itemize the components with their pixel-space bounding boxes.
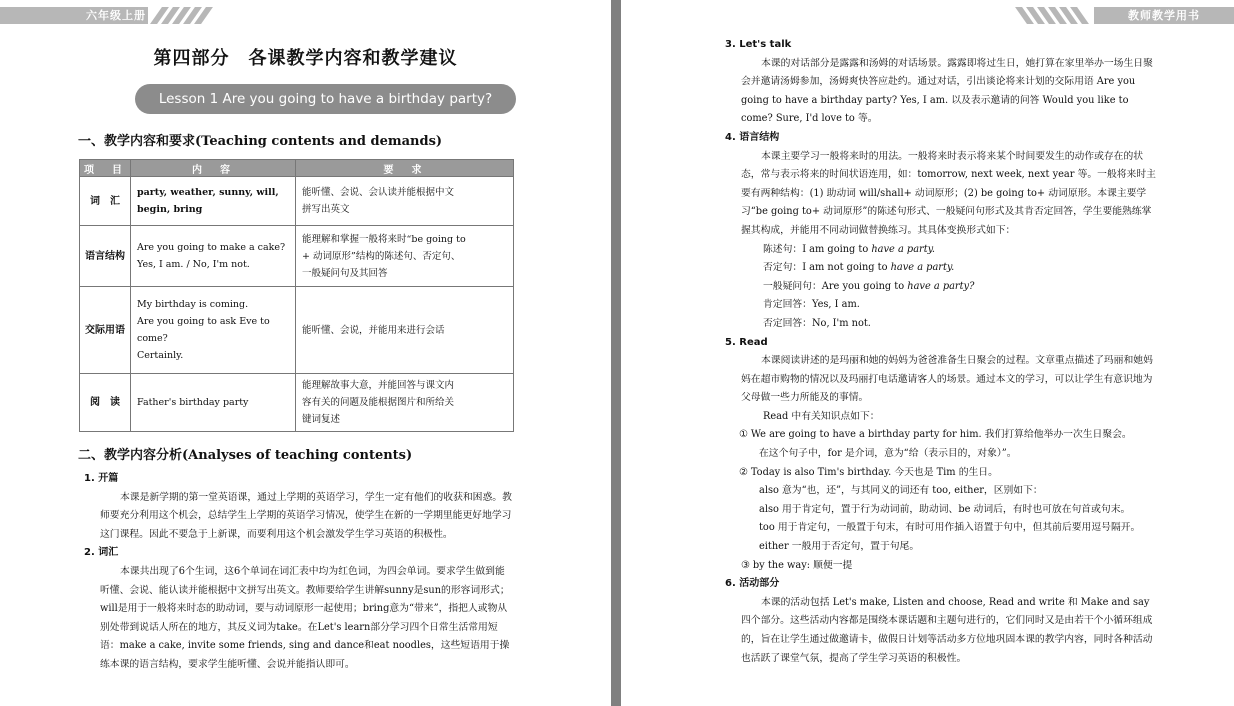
table-cell-demand: 能听懂、会说、会认读并能根据中文 拼写出英文 xyxy=(296,177,514,226)
form-emphasis: have a party? xyxy=(907,280,975,292)
knowledge-note: too 用于肯定句，一般置于句末，有时可用作插入语置于句中，但其前后要用逗号隔开。 xyxy=(759,522,1141,534)
table-cell-content: Are you going to make a cake? Yes, I am. / No, I'm not. xyxy=(131,226,296,287)
form-line xyxy=(725,315,1159,334)
table-cell-item: 词 汇 xyxy=(80,177,131,226)
paragraph: Read 中有关知识点如下： xyxy=(763,410,880,422)
right-content xyxy=(725,36,1159,668)
form-text: No, I'm not. xyxy=(811,317,871,329)
subheading: 1. 开篇 xyxy=(84,473,119,484)
table-row xyxy=(80,374,514,432)
subheading: 6. 活动部分 xyxy=(725,578,780,590)
header-stripes xyxy=(156,7,211,24)
header-stripes xyxy=(1021,7,1087,24)
form-line xyxy=(725,278,1159,297)
form-text: Are you going to xyxy=(821,280,908,292)
subheading: 5. Read xyxy=(725,336,768,348)
paragraph: 本课的活动包括 Let's make, Listen and choose, Read and write 和 Make and say 四个部分。这些活动内容都是围绕本课话题和主题句进行的，它们同时又是由若干个小循环组成的，旨在让学生通过做邀请卡，做假日计划等活动多方位地巩固本课的教学内容，同时各种活动也活跃了课堂气氛，提高了学生学习英语的积极性。 xyxy=(741,596,1153,664)
form-label: 否定句： xyxy=(763,262,803,274)
table-cell-item: 语言结构 xyxy=(80,226,131,287)
table-header: 要 求 xyxy=(296,160,514,177)
form-line xyxy=(725,296,1159,315)
table-row xyxy=(80,177,514,226)
form-text: Yes, I am. xyxy=(811,299,860,311)
table-cell-demand: 能听懂、会说，并能用来进行会话 xyxy=(296,287,514,374)
knowledge-note: also 意为“也，还”，与其同义的词还有 too, either，区别如下： xyxy=(759,485,1043,497)
form-label: 否定回答： xyxy=(763,317,812,329)
paragraph: 本课的对话部分是露露和汤姆的对话场景。露露即将过生日，她打算在家里举办一场生日聚会并邀请汤姆参加，汤姆爽快答应赴约。通过对话，引出谈论将来计划的交际用语 Are you going to have a birthday party? Yes, I am. 以及表示邀请的问答 Would you like to come? Sure, I'd love to 等。 xyxy=(741,57,1153,125)
knowledge-point: ① We are going to have a birthday party for him. 我们打算给他举办一次生日聚会。 xyxy=(739,429,1132,441)
form-line xyxy=(725,259,1159,278)
table-row xyxy=(80,287,514,374)
table-cell-content: party, weather, sunny, will, begin, bring xyxy=(131,177,296,226)
content-table xyxy=(79,159,514,432)
left-page xyxy=(0,0,611,706)
lesson-title: Lesson 1 Are you going to have a birthday party? xyxy=(135,84,516,114)
paragraph: 本课阅读讲述的是玛丽和她的妈妈为爸爸准备生日聚会的过程。文章重点描述了玛丽和她妈妈在超市购物的情况以及玛丽打电话邀请客人的场景。通过本文的学习，可以让学生有意识地为父母做一些力所能及的事情。 xyxy=(741,355,1153,404)
knowledge-point: ② Today is also Tim's birthday. 今天也是 Tim 的生日。 xyxy=(739,466,998,478)
table-cell-item: 交际用语 xyxy=(80,287,131,374)
page-title: 第四部分 各课教学内容和教学建议 xyxy=(153,48,458,69)
knowledge-note: either 一般用于否定句，置于句尾。 xyxy=(759,541,920,553)
table-header: 项 目 xyxy=(80,160,131,177)
table-cell-demand: 能理解和掌握一般将来时“be going to + 动词原形”结构的陈述句、否定句、 一般疑问句及其回答 xyxy=(296,226,514,287)
section-heading-2: 二、教学内容分析(Analyses of teaching contents) xyxy=(78,448,413,463)
paragraph: 本课主要学习一般将来时的用法。一般将来时表示将来某个时间要发生的动作或存在的状态，常与表示将来的时间状语连用，如：tomorrow, next week, next year 等。一般将来时主要有两种结构：(1) 助动词 will/shall+ 动词原形；(2) be going to+ 动词原形。本课主要学习“be going to+ 动词原形”的陈述句形式、一般疑问句形式及其肯否定回答，学生要能熟练掌握其构成，并能用不同动词做替换练习。其具体变换形式如下： xyxy=(741,150,1156,236)
paragraph: 本课共出现了6个生词，这6个单词在词汇表中均为红色词，为四会单词。要求学生做到能听懂、会说、能认读并能根据中文拼写出英文。教师要给学生讲解sunny是sun的形容词形式；will是用于一般将来时态的助动词，要与动词原形一起使用；bring意为“带来”，指把人或物从别处带到说话人所在的地方，其反义词为take。在Let's learn部分学习四个日常生活常用短语：make a cake, invite some friends, sing and dance和eat noodles，这些短语用于操练本课的语言结构，要求学生能听懂、会说并能指认即可。 xyxy=(100,565,510,670)
table-cell-content: My birthday is coming. Are you going to ask Eve to come? Certainly. xyxy=(131,287,296,374)
grade-tag: 六年级上册 xyxy=(0,7,148,24)
knowledge-point: ③ by the way: 顺便一提 xyxy=(741,559,853,571)
table-cell-content: Father's birthday party xyxy=(131,374,296,432)
table-header: 内 容 xyxy=(131,160,296,177)
table-header-row xyxy=(80,160,514,177)
right-page xyxy=(621,0,1234,706)
subheading: 3. Let's talk xyxy=(725,39,792,50)
knowledge-note: also 用于肯定句，置于行为动词前，助动词、be 动词后，有时也可放在句首或句末。 xyxy=(759,503,1131,515)
form-label: 一般疑问句： xyxy=(763,280,822,292)
form-emphasis: have a party. xyxy=(890,262,955,274)
book-tag: 教师教学用书 xyxy=(1094,7,1234,24)
table-cell-demand: 能理解故事大意，并能回答与课文内 容有关的问题及能根据图片和所给关 键词复述 xyxy=(296,374,514,432)
paragraph: 本课是新学期的第一堂英语课，通过上学期的英语学习，学生一定有他们的收获和困惑。教师要充分利用这个机会，总结学生上学期的英语学习情况，使学生在新的一学期里能更好地学习这门课程。因此不要急于上新课，而要利用这个机会激发学生学习英语的积极性。 xyxy=(100,491,512,540)
form-emphasis: have a party. xyxy=(871,243,936,255)
knowledge-note: 在这个句子中，for 是介词，意为“给（表示目的，对象）”。 xyxy=(759,448,1017,460)
subheading: 2. 词汇 xyxy=(84,547,119,559)
section-heading-1: 一、教学内容和要求(Teaching contents and demands) xyxy=(78,134,443,149)
table-row xyxy=(80,226,514,287)
form-label: 肯定回答： xyxy=(763,299,812,311)
form-text: I am going to xyxy=(802,243,872,255)
form-label: 陈述句： xyxy=(763,243,803,255)
table-cell-item: 阅 读 xyxy=(80,374,131,432)
form-text: I am not going to xyxy=(802,262,891,274)
section-opening xyxy=(84,470,514,675)
subheading: 4. 语言结构 xyxy=(725,131,780,143)
form-line xyxy=(725,241,1159,260)
